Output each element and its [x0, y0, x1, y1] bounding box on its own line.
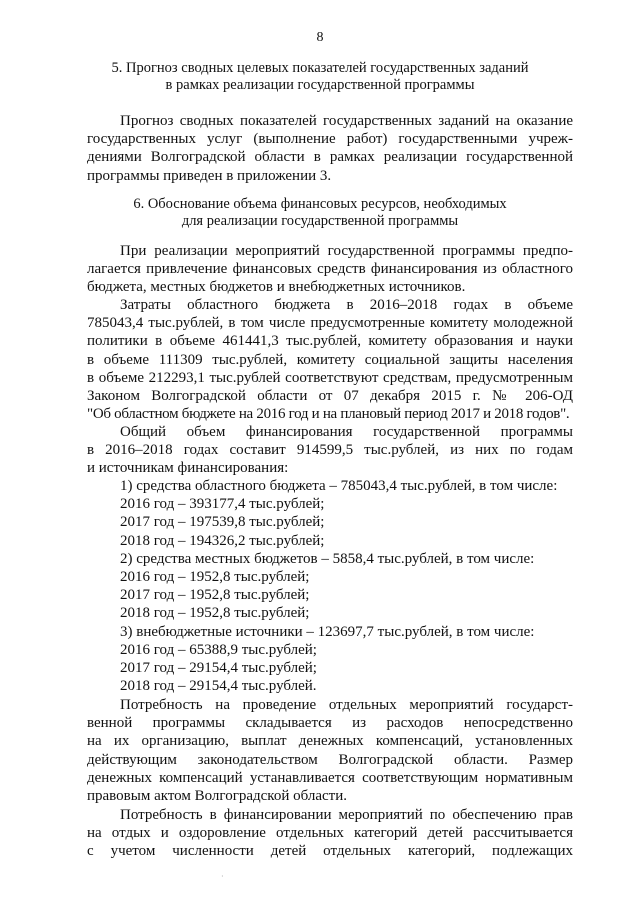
- paragraph-line: на их организацию, выплат денежных компенсаций, установленных: [87, 733, 573, 750]
- paragraph-line: При реализации мероприятий государственной программы предпо-: [120, 243, 573, 259]
- section5-heading-line: 5. Прогноз сводных целевых показателей государственных заданий: [111, 60, 529, 76]
- paragraph-line: венной программы складывается из расходов непосредственно: [87, 715, 573, 732]
- section6-paragraph-4: [87, 696, 573, 805]
- paragraph-line: Законом Волгоградской области от 07 декабря 2015 г. № 206-ОД: [87, 387, 573, 404]
- section6-heading: [60, 196, 580, 230]
- paragraph-line: Потребность на проведение отдельных мероприятий государст-: [120, 697, 573, 713]
- paragraph-line: в объеме 111309 тыс.рублей, комитету социальной защиты населения: [87, 351, 573, 368]
- paragraph-line: программы приведен в приложении 3.: [87, 167, 332, 184]
- paragraph-line: в 2016–2018 годах составит 914599,5 тыс.рублей, из них по годам: [87, 442, 573, 459]
- section6-paragraph-1: [87, 242, 573, 297]
- paragraph-line: Затраты областного бюджета в 2016–2018 годах в объеме: [120, 297, 573, 313]
- paragraph-line: Прогноз сводных показателей государственных заданий на оказание: [120, 113, 573, 129]
- page-number: 8: [316, 30, 324, 45]
- section5-heading-line: в рамках реализации государственной программы: [165, 77, 475, 93]
- paragraph-line: в объеме 212293,1 тыс.рублей соответствуют средствам, предусмотренным: [87, 369, 573, 386]
- list-item: 2016 год – 65388,9 тыс.рублей;: [120, 641, 317, 658]
- list-item: 2017 год – 1952,8 тыс.рублей;: [120, 587, 310, 604]
- section5-heading: [60, 60, 580, 94]
- paragraph-line: политики в объеме 461441,3 тыс.рублей, комитету образования и науки: [87, 333, 573, 350]
- paragraph-line: на отдых и оздоровление отдельных категорий детей рассчитывается: [87, 825, 573, 842]
- paragraph-line: Потребность в финансировании мероприятий по обеспечению прав: [120, 807, 573, 823]
- paragraph-line: дениями Волгоградской области в рамках реализации государственной: [87, 149, 573, 166]
- section6-paragraph-3: [87, 423, 573, 478]
- paragraph-line: лагается привлечение финансовых средств финансирования из областного: [87, 261, 573, 278]
- list-item: 3) внебюджетные источники – 123697,7 тыс.рублей, в том числе:: [120, 623, 535, 640]
- section5-paragraph: [87, 112, 573, 185]
- list-item: 2018 год – 194326,2 тыс.рублей;: [120, 532, 325, 549]
- paragraph-line: с учетом численности детей отдельных категорий, подлежащих: [87, 843, 573, 860]
- paragraph-line: бюджета, местных бюджетов и внебюджетных источников.: [87, 279, 466, 296]
- list-item: 1) средства областного бюджета – 785043,4 тыс.рублей, в том числе:: [120, 478, 558, 494]
- financing-list: [120, 477, 580, 695]
- paragraph-line: Общий объем финансирования государственной программы: [120, 424, 573, 440]
- list-item: 2016 год – 393177,4 тыс.рублей;: [120, 496, 325, 513]
- list-item: 2018 год – 29154,4 тыс.рублей.: [120, 678, 317, 695]
- paragraph-line: действующим законодательством Волгоградской области. Размер: [87, 751, 573, 768]
- paragraph-line: государственных услуг (выполнение работ) государственными учреж-: [87, 131, 573, 148]
- list-item: 2017 год – 29154,4 тыс.рублей;: [120, 659, 317, 676]
- paragraph-line: 785043,4 тыс.рублей, в том числе предусмотренные комитету молодежной: [87, 315, 573, 332]
- section6-paragraph-2: [87, 296, 573, 423]
- section6-heading-line: 6. Обоснование объема финансовых ресурсов, необходимых: [133, 196, 507, 212]
- paragraph-line: "Об областном бюджете на 2016 год и на плановый период 2017 и 2018 годов".: [87, 406, 570, 423]
- paragraph-line: и источникам финансирования:: [87, 460, 289, 477]
- section6-heading-line: для реализации государственной программы: [181, 213, 459, 229]
- list-item: 2) средства местных бюджетов – 5858,4 тыс.рублей, в том числе:: [120, 550, 535, 567]
- scan-speck: ·: [221, 872, 224, 881]
- list-item: 2016 год – 1952,8 тыс.рублей;: [120, 568, 310, 585]
- list-item: 2018 год – 1952,8 тыс.рублей;: [120, 605, 310, 622]
- section6-paragraph-5: [87, 806, 573, 861]
- paragraph-line: правовым актом Волгоградской области.: [87, 787, 347, 804]
- list-item: 2017 год – 197539,8 тыс.рублей;: [120, 514, 325, 531]
- paragraph-line: денежных компенсаций устанавливается соответствующим нормативным: [87, 769, 573, 786]
